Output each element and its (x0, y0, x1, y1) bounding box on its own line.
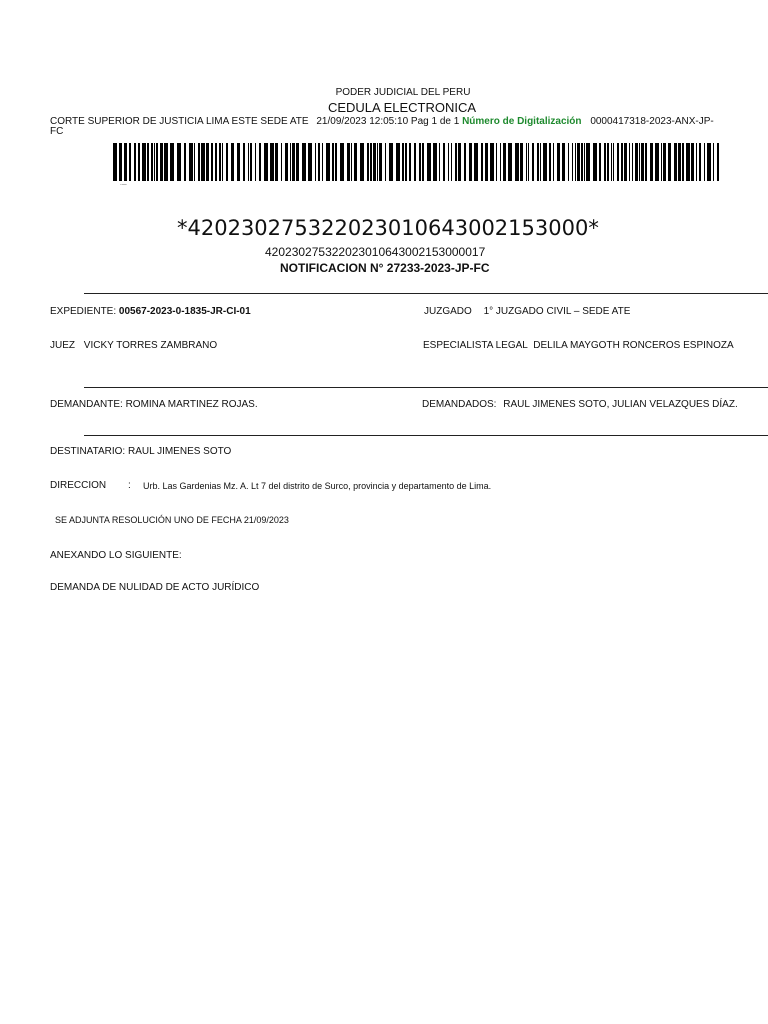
digitization-label: Número de Digitalización (462, 116, 582, 127)
direccion-value: Urb. Las Gardenias Mz. A. Lt 7 del distrito de Surco, provincia y departamento de Lima. (143, 481, 492, 491)
juzgado-row (424, 306, 630, 317)
expediente-value: 00567-2023-0-1835-JR-CI-01 (118, 306, 251, 317)
barcode-number: 420230275322023010643002153000017 (265, 245, 486, 259)
juzgado-label: JUZGADO (424, 306, 472, 317)
demandante-value: ROMINA MARTINEZ ROJAS. (125, 399, 258, 410)
header-court-line (50, 116, 714, 127)
divider-3 (84, 435, 768, 436)
institution-name: PODER JUDICIAL DEL PERU (335, 87, 471, 98)
anexo-item: DEMANDA DE NULIDAD DE ACTO JURÍDICO (50, 582, 260, 593)
divider-2 (84, 387, 768, 388)
demandante-label: DEMANDANTE: (50, 399, 123, 410)
barcode-graphic (113, 143, 721, 181)
juez-value: VICKY TORRES ZAMBRANO (83, 340, 218, 351)
document-type-title: CEDULA ELECTRONICA (327, 100, 477, 115)
barcode-tick-mark: ·— (120, 182, 127, 188)
demandante-row (50, 399, 258, 410)
datetime-page: 21/09/2023 12:05:10 Pag 1 de 1 (316, 116, 460, 127)
juez-row (50, 340, 217, 351)
demandados-label: DEMANDADOS: (422, 399, 497, 410)
divider-1 (84, 293, 768, 294)
juez-label: JUEZ (50, 340, 75, 351)
anexando-heading: ANEXANDO LO SIGUIENTE: (50, 550, 182, 561)
especialista-row (423, 340, 734, 351)
court-name: CORTE SUPERIOR DE JUSTICIA LIMA ESTE SEDE ATE (50, 116, 309, 127)
demandados-row (422, 399, 738, 410)
adjunta-resolucion: SE ADJUNTA RESOLUCIÓN UNO DE FECHA 21/09/2023 (55, 515, 289, 525)
expediente-label: EXPEDIENTE: (50, 306, 117, 317)
notification-number: NOTIFICACION N° 27233-2023-JP-FC (280, 261, 490, 275)
demandados-value: RAUL JIMENES SOTO, JULIAN VELAZQUES DÍAZ. (503, 399, 738, 410)
direccion-label: DIRECCION (50, 480, 107, 491)
digitization-number-continued: FC (50, 126, 64, 137)
especialista-value: DELILA MAYGOTH RONCEROS ESPINOZA (533, 340, 734, 351)
barcode-code-text: *42023027532202301064300215300​0* (177, 216, 599, 240)
digitization-number: 0000417318-2023-ANX-JP- (590, 116, 714, 127)
destinatario-label: DESTINATARIO: (50, 446, 126, 457)
direccion-separator: : (128, 480, 131, 491)
destinatario-value: RAUL JIMENES SOTO (127, 446, 232, 457)
destinatario-row (50, 446, 231, 457)
juzgado-value: 1° JUZGADO CIVIL – SEDE ATE (483, 306, 631, 317)
especialista-label: ESPECIALISTA LEGAL (423, 340, 528, 351)
expediente-row (50, 306, 251, 317)
